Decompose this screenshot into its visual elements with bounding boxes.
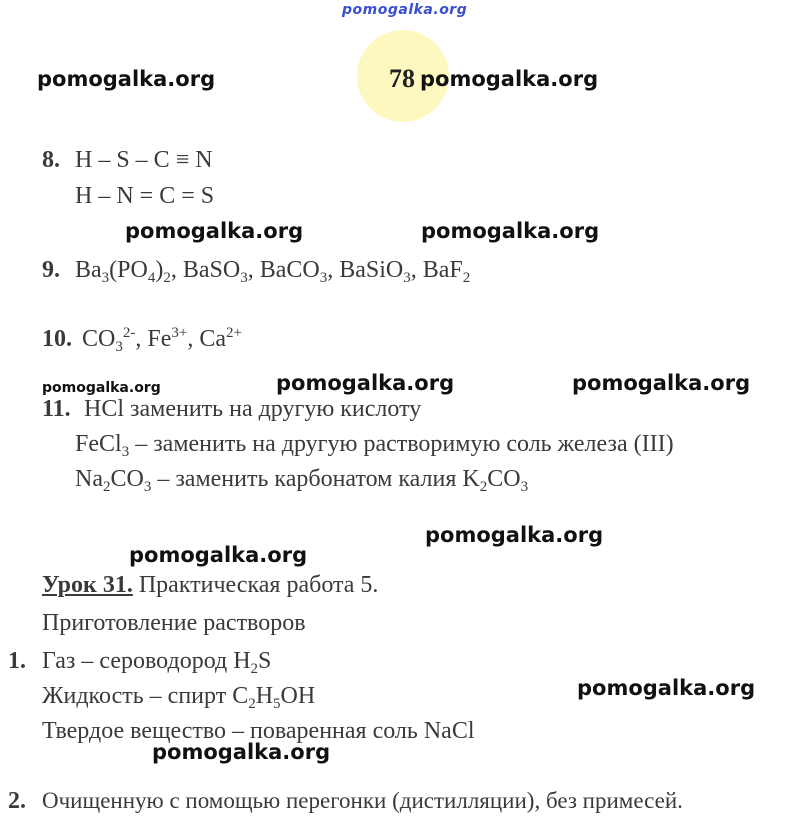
text-line: Твердое вещество – поваренная соль NaCl — [42, 718, 475, 744]
watermark: pomogalka.org — [572, 371, 751, 395]
lesson-label: Урок 31. — [42, 572, 133, 598]
task-number: 8. — [42, 147, 60, 173]
lesson-heading: Урок 31. Практическая работа 5. — [42, 572, 379, 598]
text-line: Жидкость – спирт $C_2H_5OH$ — [42, 683, 316, 712]
task-number: 11. — [42, 396, 71, 422]
watermark: pomogalka.org — [276, 371, 455, 395]
task-number: 2. — [8, 788, 26, 814]
watermark: pomogalka.org — [37, 67, 216, 91]
watermark: pomogalka.org — [421, 219, 600, 243]
watermark: pomogalka.org — [420, 67, 599, 91]
text-line: $Na_2CO_3$ – заменить карбонатом калия $K_2CO_3$ — [75, 466, 529, 495]
formula-line: $Ba_3(PO_4)_2$, BaSO$_3$, BaCO$_3$, BaSiO$_3$, BaF$_2$ — [75, 257, 471, 286]
watermark: pomogalka.org — [129, 543, 308, 567]
text-line: Газ – сероводород $H_2S$ — [42, 648, 272, 677]
text-line: HCl заменить на другую кислоту — [84, 396, 422, 422]
task-number: 1. — [8, 648, 26, 674]
watermark: pomogalka.org — [152, 740, 331, 764]
task-number: 9. — [42, 257, 60, 283]
formula-line: H – N = C = S — [75, 183, 215, 209]
page-number: 78 — [389, 64, 415, 93]
site-link[interactable]: pomogalka.org — [342, 2, 468, 18]
formula-line: H – S – C ≡ N — [75, 147, 213, 173]
watermark: pomogalka.org — [425, 523, 604, 547]
formula-line: $CO_3^{2-}$, $Fe^{3+}$, $Ca^{2+}$ — [82, 325, 242, 355]
text-line: FeCl$_3$ – заменить на другую растворимую соль железа (III) — [75, 431, 674, 460]
watermark: pomogalka.org — [125, 219, 304, 243]
text-line: Очищенную с помощью перегонки (дистилляции), без примесей. — [42, 788, 683, 813]
task-number: 10. — [42, 326, 72, 352]
lesson-subtitle: Приготовление растворов — [42, 610, 306, 636]
watermark: pomogalka.org — [577, 676, 756, 700]
watermark: pomogalka.org — [42, 380, 161, 396]
